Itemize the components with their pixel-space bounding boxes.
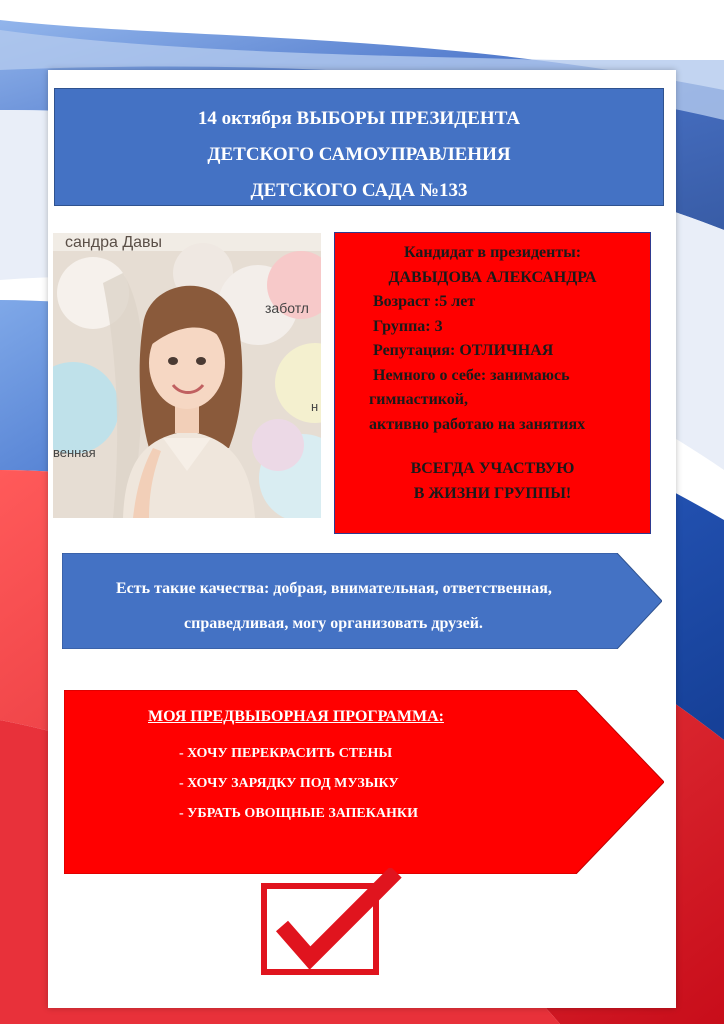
candidate-group: Группа: 3	[373, 317, 443, 335]
photo-backdrop-text-left: венная	[53, 445, 96, 460]
poster-title	[54, 88, 664, 206]
program-item-2: - ХОЧУ ЗАРЯДКУ ПОД МУЗЫКУ	[179, 776, 399, 791]
photo-backdrop-text-right: заботл	[265, 300, 309, 316]
photo-backdrop-text-right-2: н	[311, 399, 319, 414]
qualities-line-2: справедливая, могу организовать друзей.	[184, 615, 483, 632]
candidate-photo	[53, 233, 321, 518]
candidate-slogan-2: В ЖИЗНИ ГРУППЫ!	[413, 484, 572, 502]
photo-backdrop-text-top: сандра Давы	[65, 234, 163, 251]
title-line-2: ДЕТСКОГО САМОУПРАВЛЕНИЯ	[207, 144, 511, 165]
candidate-info-box	[334, 232, 651, 534]
candidate-reputation: Репутация: ОТЛИЧНАЯ	[373, 342, 554, 359]
program-item-3: - УБРАТЬ ОВОЩНЫЕ ЗАПЕКАНКИ	[179, 806, 418, 821]
program-title: МОЯ ПРЕДВЫБОРНАЯ ПРОГРАММА:	[148, 708, 444, 725]
candidate-slogan-1: ВСЕГДА УЧАСТВУЮ	[410, 460, 575, 477]
qualities-line-1: Есть такие качества: добрая, внимательная, ответственная,	[116, 580, 552, 597]
candidate-name: ДАВЫДОВА АЛЕКСАНДРА	[388, 268, 597, 286]
title-line-1: 14 октября ВЫБОРЫ ПРЕЗИДЕНТА	[197, 108, 521, 129]
checkmark-ballot-icon	[258, 868, 404, 976]
qualities-text	[62, 553, 662, 649]
candidate-heading: Кандидат в президенты:	[403, 244, 582, 261]
candidate-about-3: активно работаю на занятиях	[369, 415, 586, 433]
program-block	[64, 690, 624, 874]
program-item-1: - ХОЧУ ПЕРЕКРАСИТЬ СТЕНЫ	[179, 746, 393, 761]
title-line-3: ДЕТСКОГО САДА №133	[250, 180, 468, 201]
candidate-age: Возраст :5 лет	[373, 293, 476, 310]
candidate-about-2: гимнастикой,	[369, 391, 469, 408]
candidate-about-1: Немного о себе: занимаюсь	[373, 366, 570, 384]
